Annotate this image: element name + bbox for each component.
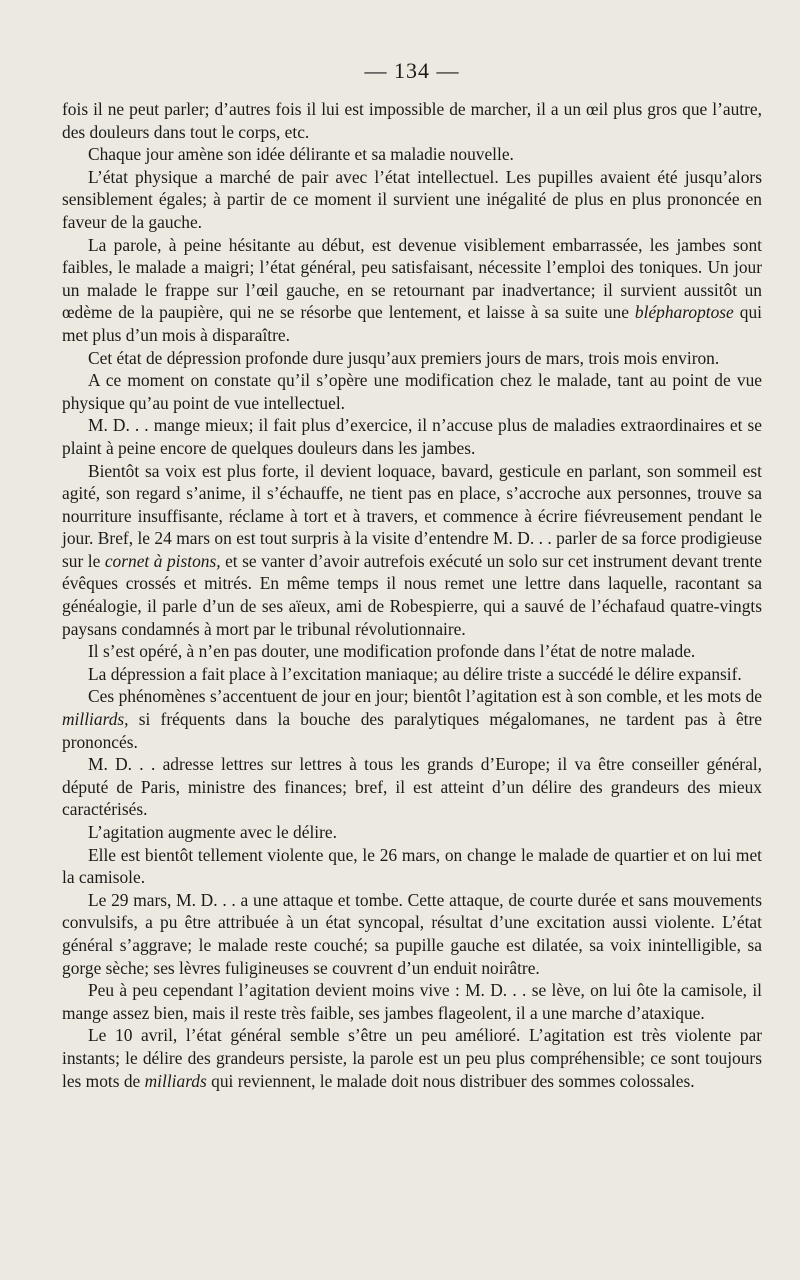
paragraph: [62, 663, 762, 686]
text-run: fois il ne peut parler; d’autres fois il lui est impossible de marcher, il a un œil plus gros que l’autre, des douleurs dans tout le corps, etc.: [62, 99, 762, 142]
text-run: Bientôt sa voix est plus forte, il devient loquace, bavard, gesticule en parlant, son sommeil est agité, son regard s’anime, il s’échauffe, ne tient pas en place, s’accroche aux personnes, trouve sa nourriture insuffisante, réclame à tort et à travers, et commence à écrire fiévreusement pendant le jour. Bref, le 24 mars on est tout surpris à la visite d’entendre M. D. . . parler de sa force prodigieuse sur le: [62, 460, 762, 571]
paragraph: [62, 685, 762, 753]
page-number: — 134 —: [364, 58, 460, 83]
paragraph: [62, 414, 762, 459]
text-run: L’état physique a marché de pair avec l’état intellectuel. Les pupilles avaient été jusqu’alors sensiblement égales; à partir de ce moment il survient une inégalité de plus en plus prononcée en faveur de la gauche.: [62, 166, 762, 232]
paragraph: [62, 821, 762, 844]
text-run: qui reviennent, le malade doit nous distribuer des sommes colossales.: [206, 1070, 695, 1091]
text-run: M. D. . . mange mieux; il fait plus d’exercice, il n’accuse plus de maladies extraordinaires et se plaint à peine encore de quelques douleurs dans les jambes.: [62, 415, 762, 458]
text-run: Chaque jour amène son idée délirante et sa maladie nouvelle.: [88, 144, 514, 165]
paragraph: [62, 753, 762, 821]
text-run: Peu à peu cependant l’agitation devient moins vive : M. D. . . se lève, on lui ôte la camisole, il mange assez bien, mais il reste très faible, ses jambes flageolent, il a une marche d’ataxique.: [62, 980, 762, 1023]
italic-term: cornet à pistons,: [104, 550, 221, 571]
paragraph: [62, 98, 762, 143]
paragraph: [62, 979, 762, 1024]
paragraph: [62, 369, 762, 414]
paragraph: [62, 143, 762, 166]
text-run: M. D. . . adresse lettres sur lettres à tous les grands d’Europe; il va être conseiller général, député de Paris, ministre des finances; bref, il est atteint d’un délire des grandeurs des mieux caractérisés.: [62, 754, 762, 820]
italic-term: milliards: [144, 1070, 207, 1091]
text-run: qui met plus d’un mois à disparaître.: [62, 302, 762, 345]
text-run: Le 10 avril, l’état général semble s’être un peu amélioré. L’agitation est très violente par instants; le délire des grandeurs persiste, la parole est un peu plus compréhensible; ce sont toujours les mots de: [62, 1025, 762, 1091]
paragraph: [62, 234, 762, 347]
paragraph: [62, 640, 762, 663]
text-run: Cet état de dépression profonde dure jusqu’aux premiers jours de mars, trois mois environ.: [88, 347, 720, 368]
text-run: si fréquents dans la bouche des paralytiques mégalomanes, ne tardent pas à être prononcés.: [62, 709, 762, 752]
paragraph: [62, 1024, 762, 1092]
paragraph: [62, 889, 762, 979]
text-run: Le 29 mars, M. D. . . a une attaque et tombe. Cette attaque, de courte durée et sans mouvements convulsifs, a pu être attribuée à un état syncopal, résultat d’une excitation aussi violente. L’état général s’aggrave; le malade reste couché; sa pupille gauche est dilatée, sa voix inintelligible, sa gorge sèche; ses lèvres fuligineuses se couvrent d’un enduit noirâtre.: [62, 889, 762, 978]
text-run: La parole, à peine hésitante au début, est devenue visiblement embarrassée, les jambes sont faibles, le malade a maigri; l’état général, peu satisfaisant, nécessite l’emploi des toniques. Un jour un malade le frappe sur l’œil gauche, en se retournant par inadvertance; il survient aussitôt un œdème de la paupière, qui ne se résorbe que lentement, et laisse à sa suite une: [62, 234, 762, 323]
text-run: Ces phénomènes s’accentuent de jour en jour; bientôt l’agitation est à son comble, et les mots de: [88, 686, 762, 707]
italic-term: milliards,: [62, 709, 129, 730]
italic-term: blépharoptose: [634, 302, 734, 323]
paragraph: [62, 166, 762, 234]
paragraph: [62, 460, 762, 641]
text-run: La dépression a fait place à l’excitation maniaque; au délire triste a succédé le délire expansif.: [88, 663, 742, 684]
text-run: A ce moment on constate qu’il s’opère une modification chez le malade, tant au point de vue physique qu’au point de vue intellectuel.: [62, 370, 762, 413]
body-text: [62, 98, 762, 1092]
text-run: L’agitation augmente avec le délire.: [88, 822, 337, 842]
text-run: et se vanter d’avoir autrefois exécuté un solo sur cet instrument devant trente évêques crossés et mitrés. En même temps il nous remet une lettre dans laquelle, racontant sa généalogie, il parle d’un de ses aïeux, ami de Robespierre, qui a sauvé de l’échafaud quatre-vingts paysans condamnés à mort par le tribunal révolutionnaire.: [62, 550, 762, 639]
text-run: Il s’est opéré, à n’en pas douter, une modification profonde dans l’état de notre malade.: [88, 641, 696, 662]
paragraph: [62, 347, 762, 370]
paragraph: [62, 844, 762, 889]
text-run: Elle est bientôt tellement violente que, le 26 mars, on change le malade de quartier et on lui met la camisole.: [62, 844, 762, 888]
